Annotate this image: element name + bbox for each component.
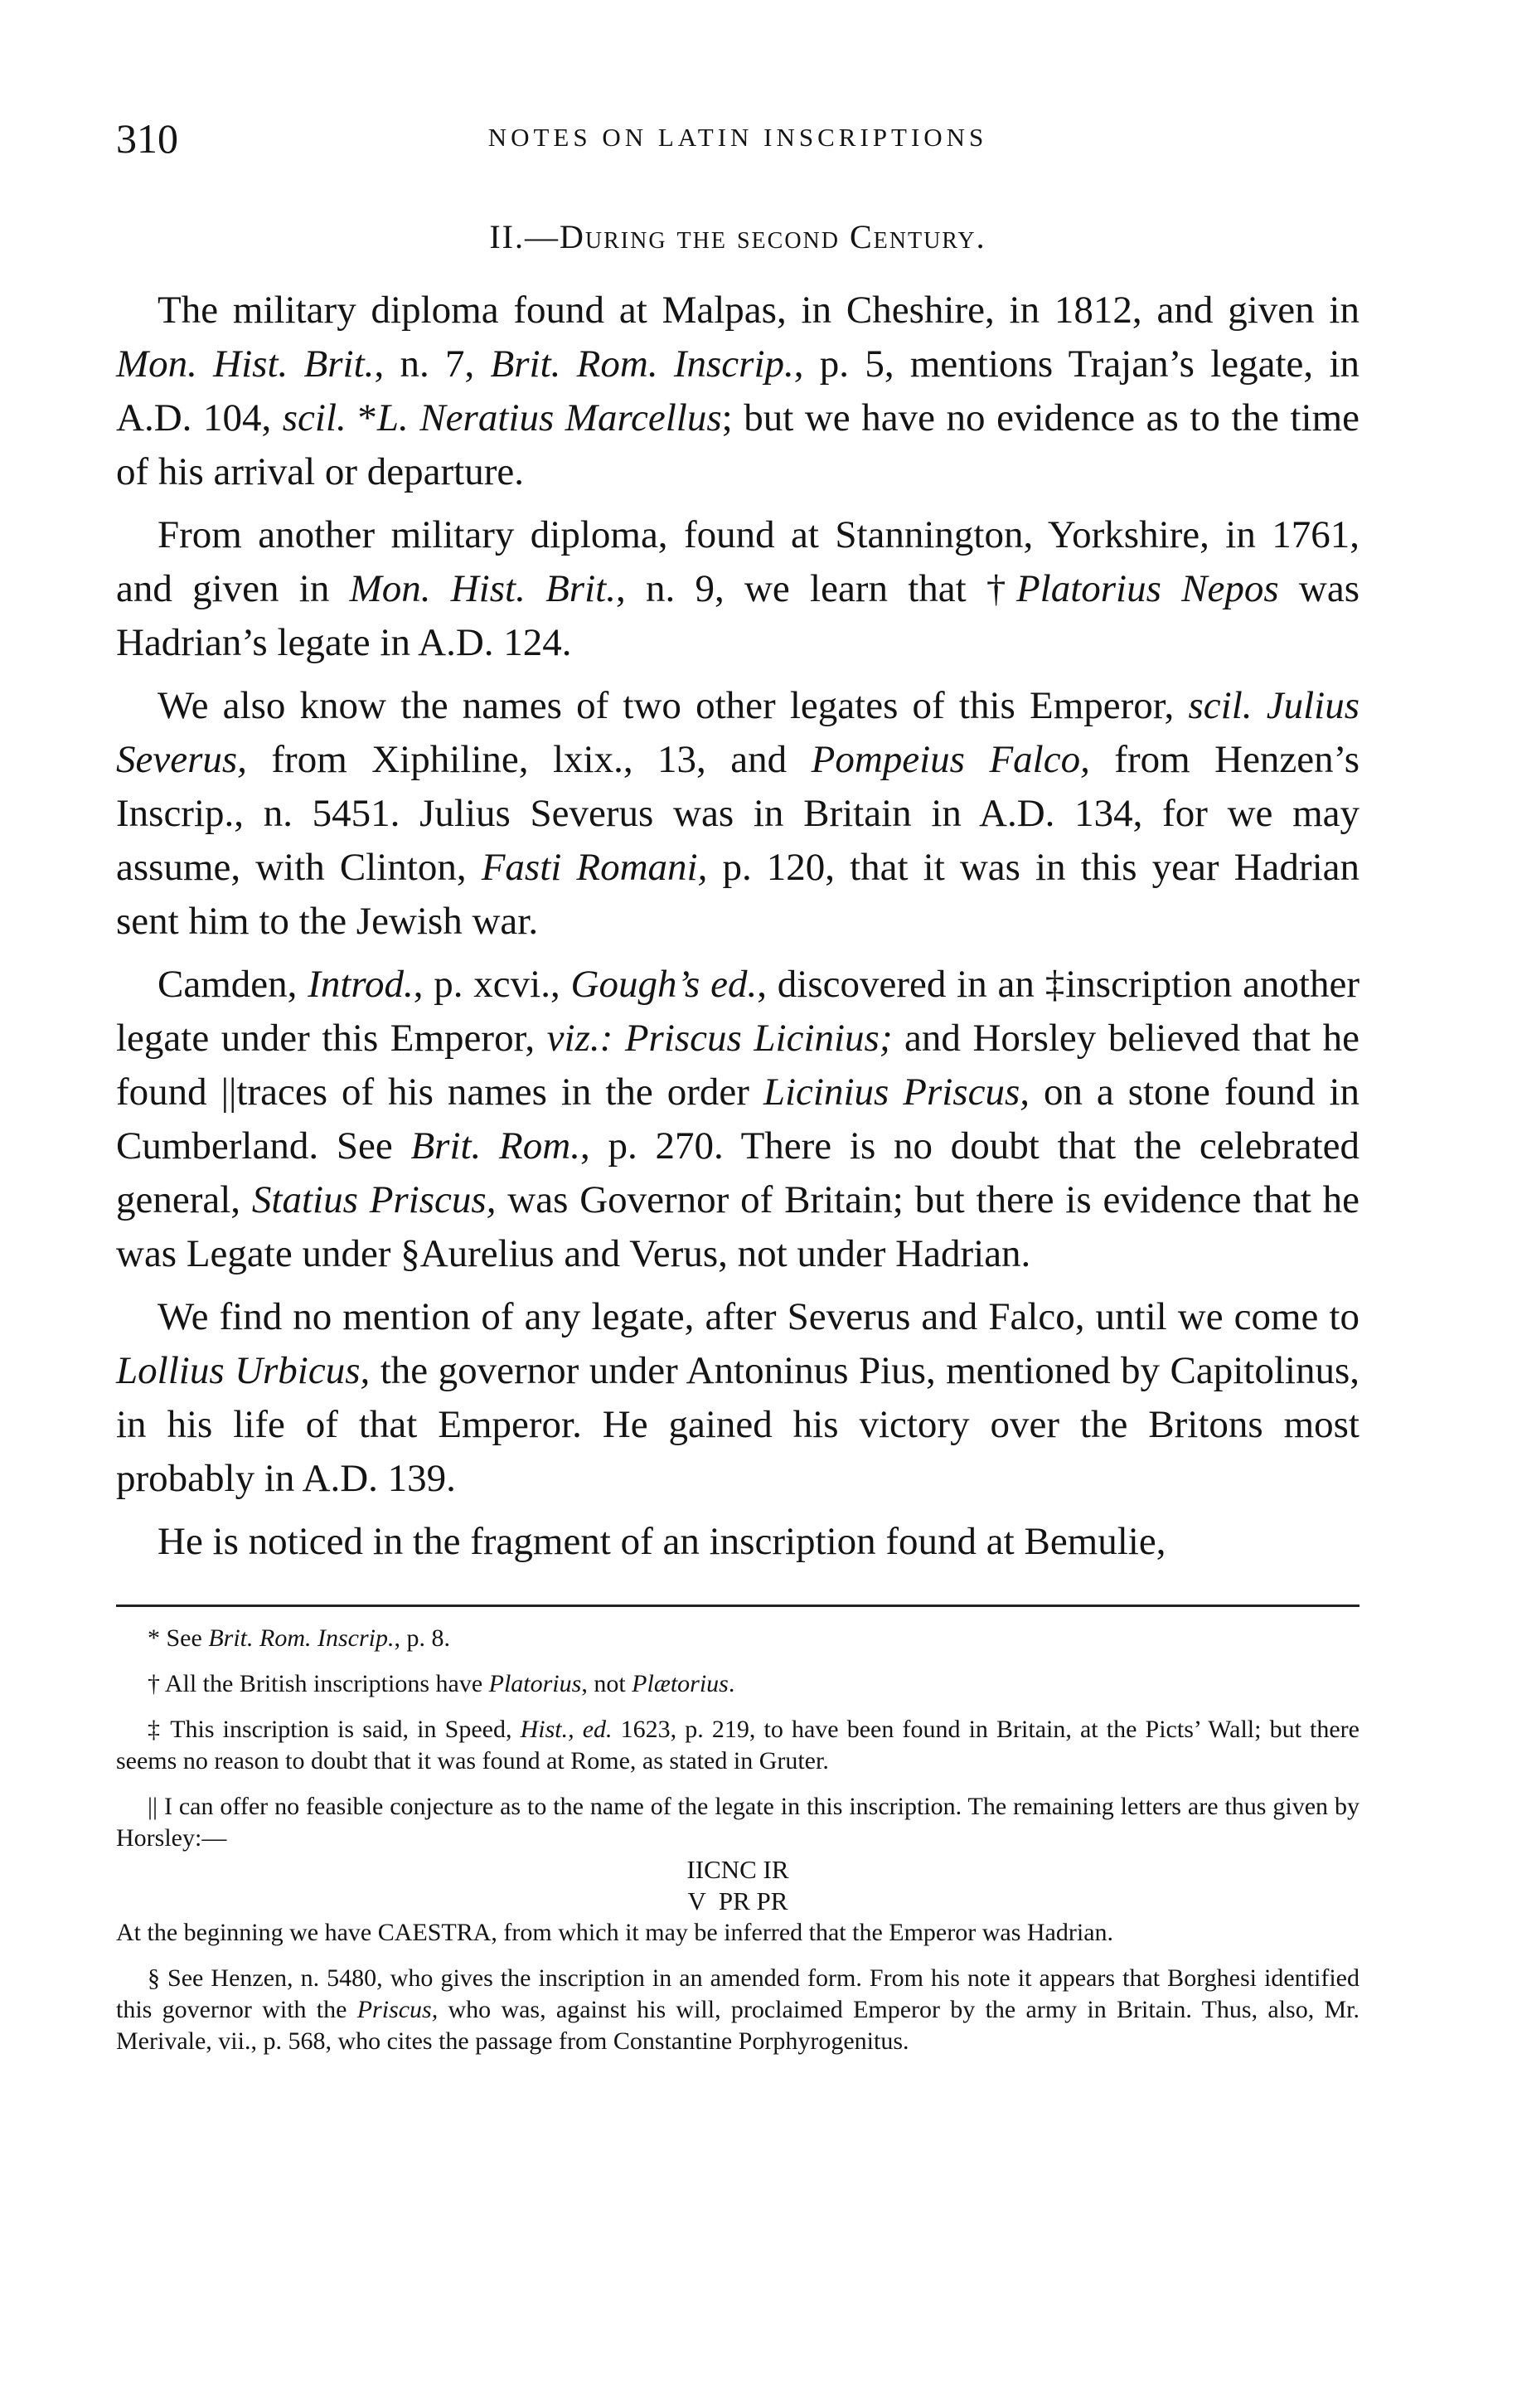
italic-name: scil. Julius Severus,: [116, 684, 1359, 781]
paragraph-malpas-diploma: [116, 284, 1359, 499]
page-number: 310: [116, 115, 178, 162]
text-run: .: [728, 1670, 735, 1697]
italic-name: Statius Priscus,: [251, 1178, 497, 1221]
text-run: p. 120, that it was in this year Hadrian sent him to the Jewish war.: [116, 846, 1359, 943]
footnote-parallel: || I can offer no feasible conjecture as to the name of the legate in this inscription. The remaining letters are thus given by Horsley:—: [116, 1793, 1359, 1852]
text-run: 1623, p. 219, to have been found in Britain, at the Picts’ Wall; but there seems no reason to doubt that it was found at Rome, as stated in Gruter.: [116, 1716, 1359, 1774]
italic-term: scil.: [282, 396, 347, 439]
text-run: Camden,: [158, 963, 308, 1006]
italic-citation: Fasti Romani,: [481, 846, 708, 889]
footnote-marker[interactable]: *: [346, 396, 377, 439]
text-run: § See Henzen, n. 5480, who gives the inscription in an amended form. From his note it appears that Borghesi identified this governor with the: [116, 1964, 1359, 2023]
footnote-asterisk: [116, 1623, 1359, 1654]
text-run: was Hadrian’s legate in A.D. 124.: [116, 567, 1359, 664]
italic-name: Platorius: [488, 1670, 582, 1697]
paragraph-other-legates: [116, 679, 1359, 949]
italic-name: Plætorius: [632, 1670, 729, 1697]
paragraph-lollius-urbicus: [116, 1290, 1359, 1506]
text-run: , p. 270. There is no doubt that the celebrated general,: [116, 1124, 1359, 1221]
text-run: † All the British inscriptions have: [148, 1670, 489, 1697]
text-run: , n. 9, we learn that †: [615, 567, 1016, 610]
text-run: was Governor of Britain; but there is evidence that he was Legate under §Aurelius and Verus, not under Hadrian.: [116, 1178, 1359, 1275]
italic-name: Pompeius Falco,: [811, 738, 1090, 781]
footnote-double-dagger: [116, 1714, 1359, 1777]
italic-name: Licinius Priscus,: [763, 1070, 1030, 1114]
text-run: from Henzen’s Inscrip., n. 5451. Julius Severus was in Britain in A.D. 134, for we may assume, with Clinton,: [116, 738, 1359, 889]
paragraph-stannington-diploma: [116, 508, 1359, 670]
inscription-line: V PR PR: [687, 1886, 788, 1915]
text-run: We also know the names of two other legates of this Emperor,: [158, 684, 1189, 727]
text-run: , not: [581, 1670, 632, 1697]
footnote-section: [116, 1963, 1359, 2057]
paragraph-bemulie: He is noticed in the fragment of an inscription found at Bemulie,: [158, 1520, 1166, 1563]
italic-name: Platorius Nepos: [1015, 567, 1279, 610]
section-heading: II.—During the second Century.: [489, 218, 986, 255]
text-run: , p. 8.: [394, 1624, 450, 1652]
italic-citation: Mon. Hist. Brit.: [116, 342, 375, 386]
paragraph-camden: [116, 958, 1359, 1281]
italic-name: Priscus,: [356, 1996, 439, 2023]
text-run: From another military diploma, found at Stannington, Yorkshire, in 1761, and given in: [116, 513, 1359, 610]
text-run: , p. xcvi.,: [413, 963, 571, 1006]
text-run: from Xiphiline, lxix., 13, and: [246, 738, 812, 781]
italic-name: Lollius Urbicus,: [116, 1349, 371, 1392]
footnote-divider: [116, 1605, 1359, 1607]
running-head: NOTES ON LATIN INSCRIPTIONS: [487, 123, 988, 152]
italic-citation: Brit. Rom. Inscrip.: [208, 1624, 395, 1652]
italic-citation: Introd.: [308, 963, 414, 1006]
text-run: , discovered in an ‡inscription another legate under this Emperor,: [116, 963, 1359, 1060]
italic-citation: Gough’s ed.: [570, 963, 758, 1006]
italic-name: L. Neratius Marcellus: [376, 396, 722, 439]
italic-citation: Hist., ed.: [520, 1716, 613, 1743]
body-text: [116, 284, 1359, 1578]
text-run: * See: [148, 1624, 209, 1652]
italic-name: viz.: Priscus Licinius;: [546, 1017, 893, 1060]
text-run: ‡ This inscription is said, in Speed,: [148, 1716, 521, 1743]
text-run: ; but we have no evidence as to the time of his arrival or departure.: [116, 396, 1360, 493]
italic-citation: Brit. Rom. Inscrip.: [490, 342, 794, 386]
text-run: who was, against his will, proclaimed Emperor by the army in Britain. Thus, also, Mr. Merivale, vii., p. 568, who cites the passage from Constantine Porphyrogenitus.: [116, 1996, 1359, 2055]
footnote-dagger: [116, 1668, 1359, 1700]
text-run: , n. 7,: [374, 342, 491, 386]
text-run: , p. 5, mentions Trajan’s legate, in A.D. 104,: [116, 342, 1360, 439]
text-run: We find no mention of any legate, after Severus and Falco, until we come to: [158, 1295, 1359, 1338]
footnote-parallel-continued: At the beginning we have CAESTRA, from which it may be inferred that the Emperor was Hadrian.: [116, 1919, 1114, 1946]
text-run: and Horsley believed that he found ||traces of his names in the order: [116, 1017, 1359, 1114]
text-run: the governor under Antoninus Pius, mentioned by Capitolinus, in his life of that Emperor. He gained his victory over the Britons most probably in A.D. 139.: [116, 1349, 1360, 1500]
italic-citation: Brit. Rom.: [410, 1124, 580, 1168]
inscription-line: IICNC IR: [686, 1855, 789, 1884]
footnotes: [116, 1623, 1359, 2071]
text-run: on a stone found in Cumberland. See: [116, 1070, 1360, 1168]
italic-citation: Mon. Hist. Brit.: [349, 567, 616, 610]
text-run: The military diploma found at Malpas, in Cheshire, in 1812, and given in: [158, 289, 1359, 332]
inscription-text: [116, 1854, 1359, 1917]
page-header: [116, 114, 1359, 164]
